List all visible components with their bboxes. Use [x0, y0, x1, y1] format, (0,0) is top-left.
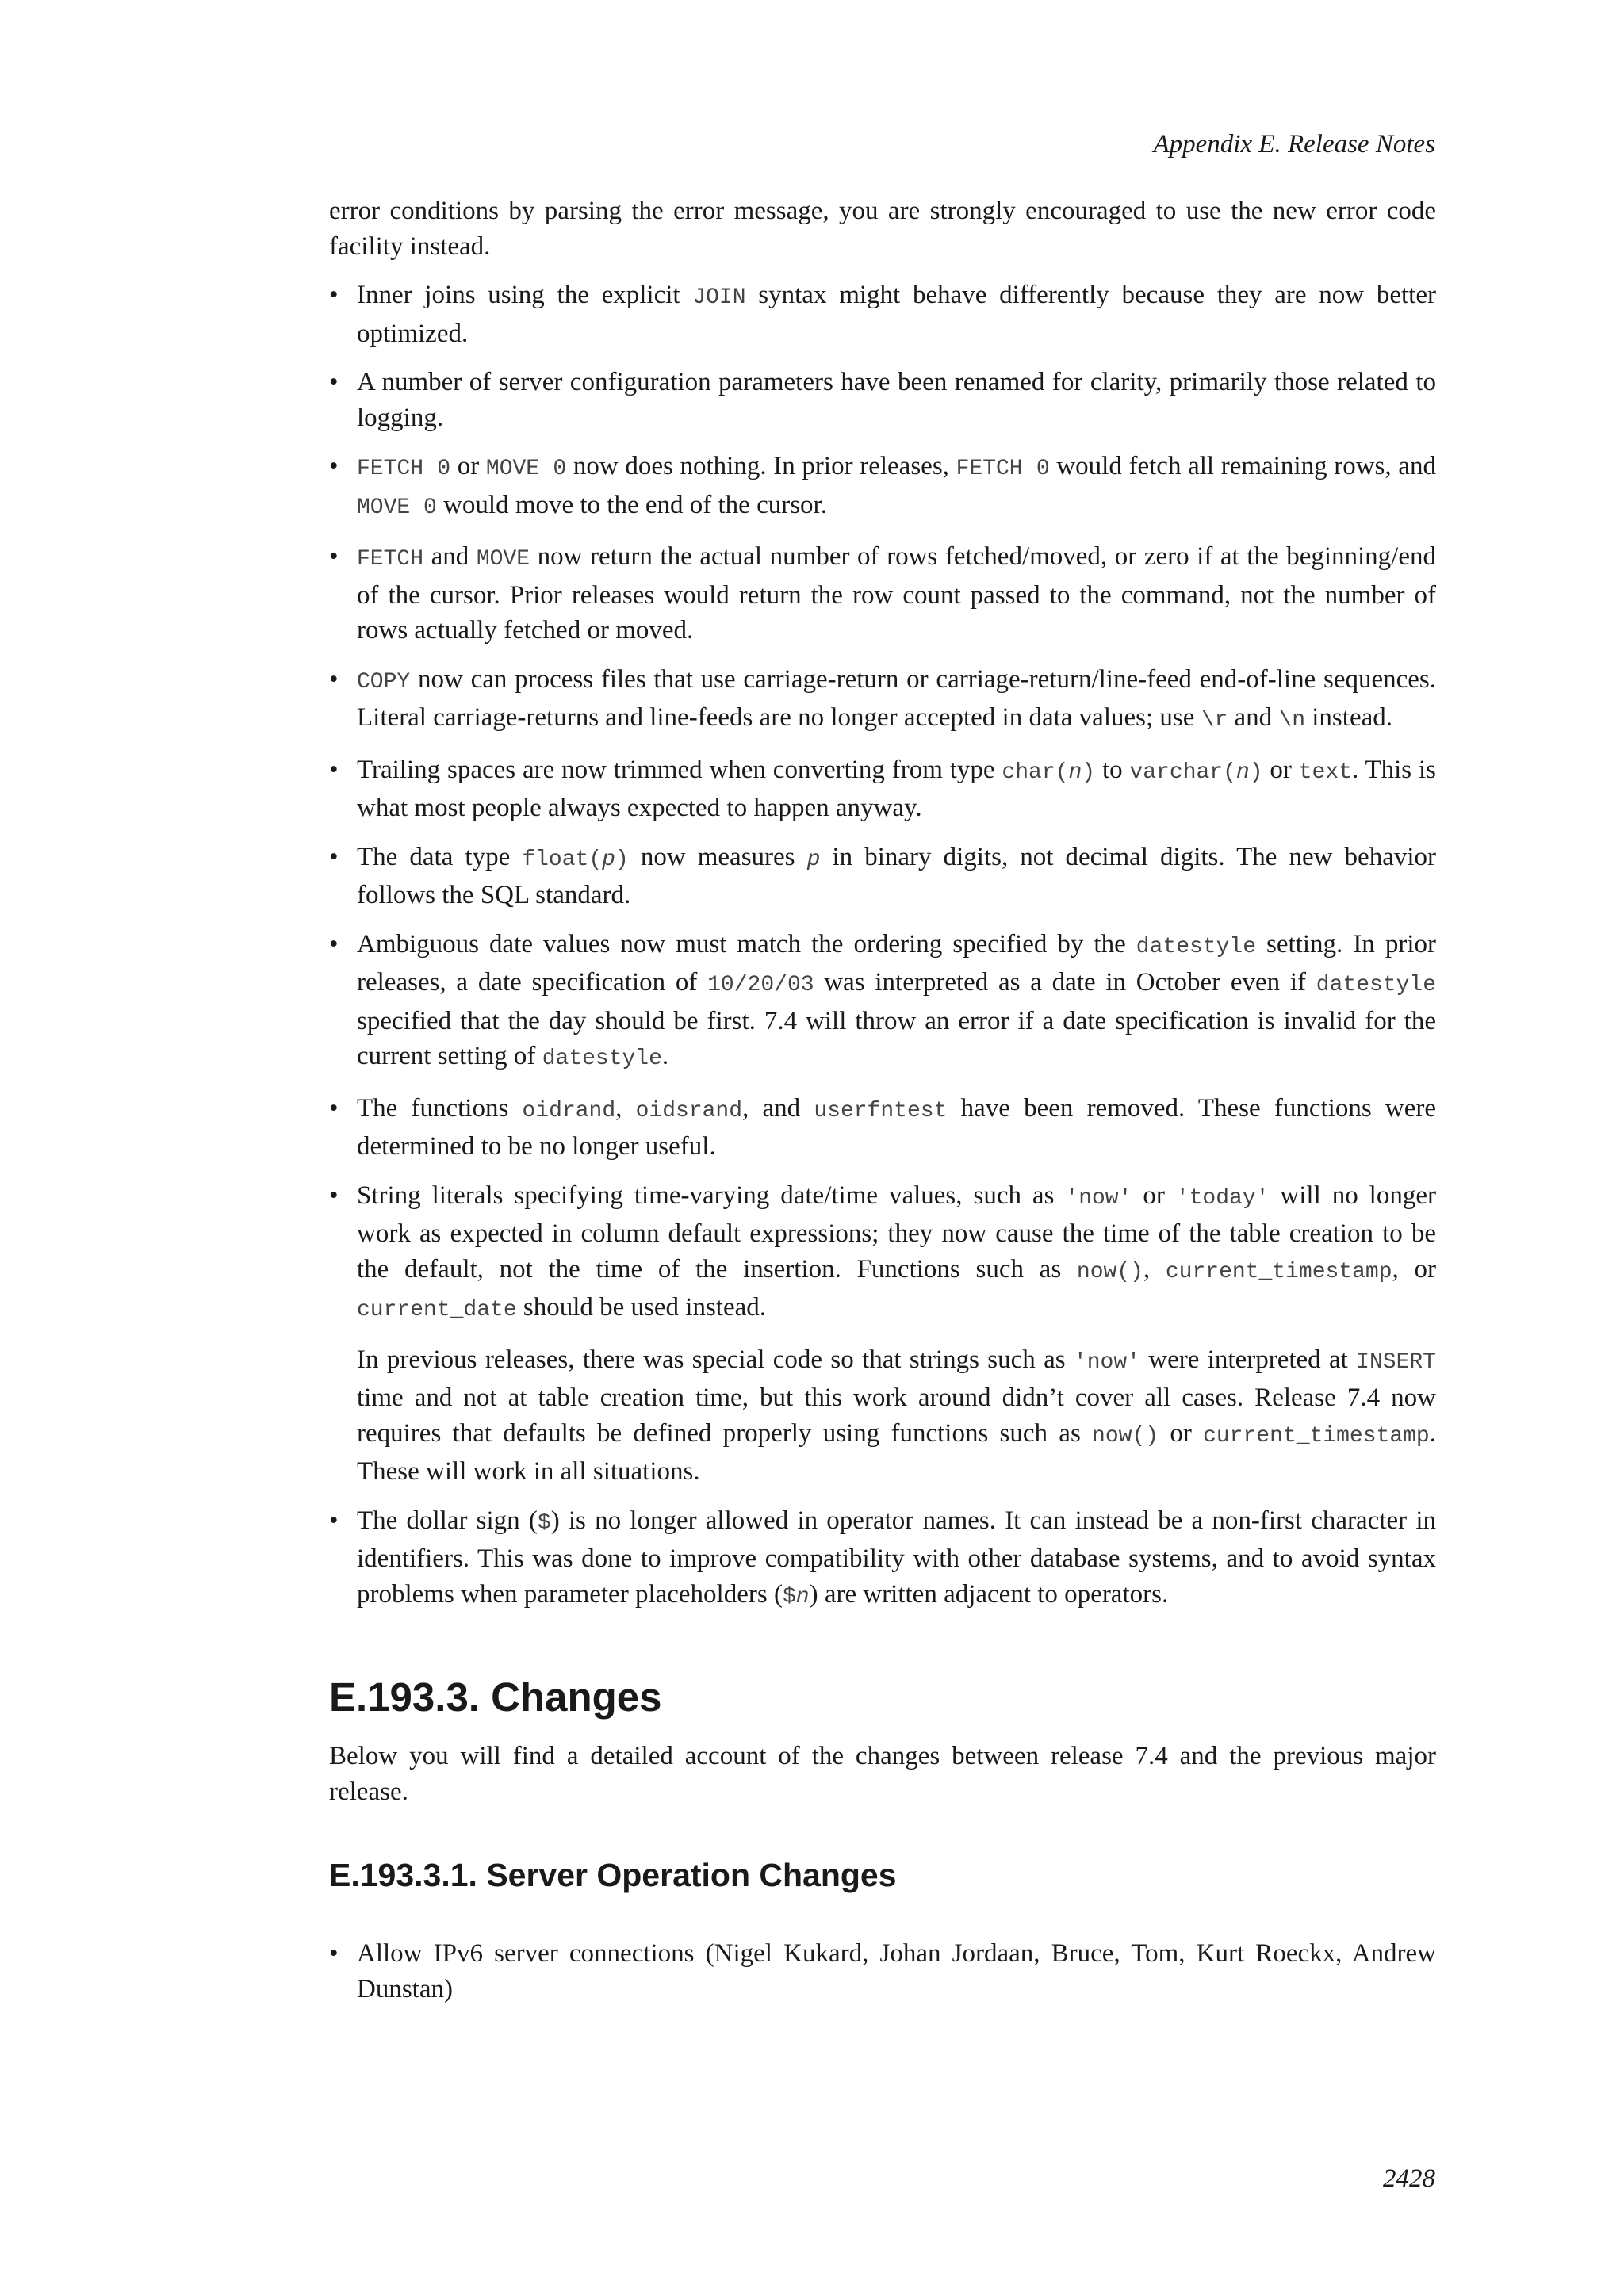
list-item-text: FETCH and MOVE now return the actual number of rows fetched/moved, or zero if at the beginning/end of the cursor. Prior releases would return the row count passed to the command, not the number of rows actually fetched or moved.: [357, 542, 1436, 645]
list-item: [329, 927, 1436, 1077]
bullet-icon: •: [329, 281, 339, 309]
bullet-icon: •: [329, 1181, 339, 1210]
list-item: [329, 539, 1436, 649]
section-paragraph: Below you will find a detailed account of the changes between release 7.4 and the previous major release.: [329, 1742, 1436, 1806]
list-item-text: String literals specifying time-varying date/time values, such as 'now' or 'today' will no longer work as expected in column default expressions; they now cause the time of the table creation to be the default, not the time of the insertion. Functions such as now(), current_timestamp, or current_date should be used instead.: [357, 1181, 1436, 1322]
list-item-text: COPY now can process files that use carriage-return or carriage-return/line-feed end-of-line sequences. Literal carriage-returns and line-feeds are no longer accepted in data values; use \r and \n instead.: [357, 664, 1436, 733]
list-item: [329, 1178, 1436, 1490]
list-item-text: A number of server configuration parameters have been renamed for clarity, primarily those related to logging.: [357, 368, 1436, 432]
list-item-text: Trailing spaces are now trimmed when converting from type char(n) to varchar(n) or text. This is what most people always expected to happen anyway.: [357, 755, 1436, 822]
list-item: [329, 752, 1436, 826]
list-item-text: The data type float(p) now measures p in binary digits, not decimal digits. The new behavior follows the SQL standard.: [357, 842, 1437, 909]
server-changes-list: [329, 1936, 1436, 2007]
bullet-icon: •: [329, 664, 339, 694]
bullet-icon: •: [329, 929, 339, 959]
list-item: [329, 662, 1436, 739]
running-header: Appendix E. Release Notes: [1153, 130, 1435, 159]
page-content: [329, 193, 1436, 2020]
list-item-text: FETCH 0 or MOVE 0 now does nothing. In prior releases, FETCH 0 would fetch all remaining rows, and MOVE 0 would move to the end of the cursor.: [357, 452, 1436, 520]
bullet-icon: •: [329, 542, 339, 571]
subsection-heading: E.193.3.1. Server Operation Changes: [329, 1857, 897, 1893]
list-item-text: In previous releases, there was special code so that strings such as 'now' were interpreted at INSERT time and not at table creation time, but this work around didn’t cover all cases. Release 7.4 now requires that defaults be defined properly using functions such as now() or current_timestamp. These will work in all situations.: [357, 1345, 1436, 1486]
list-item: [329, 1503, 1436, 1616]
list-item: [329, 1936, 1436, 2007]
bullet-icon: •: [329, 368, 339, 396]
compatibility-notes-list: [329, 277, 1436, 1615]
bullet-icon: •: [329, 452, 339, 480]
list-item: [329, 365, 1436, 435]
list-item: [329, 840, 1436, 913]
list-item: [329, 1091, 1436, 1165]
section-heading: E.193.3. Changes: [329, 1674, 662, 1720]
continued-paragraph: error conditions by parsing the error message, you are strongly encouraged to use the new error code facility instead.: [329, 197, 1436, 261]
list-item-text: The functions oidrand, oidsrand, and userfntest have been removed. These functions were determined to be no longer useful.: [357, 1093, 1437, 1161]
bullet-icon: •: [329, 1939, 339, 1968]
list-item: [329, 277, 1436, 351]
list-item-text: Allow IPv6 server connections (Nigel Kukard, Johan Jordaan, Bruce, Tom, Kurt Roeckx, Andrew Dunstan): [357, 1939, 1436, 2003]
list-item-text: Ambiguous date values now must match the ordering specified by the datestyle setting. In prior releases, a date specification of 10/20/03 was interpreted as a date in October even if datestyle specified that the day should be first. 7.4 will throw an error if a date specification is invalid for the current setting of datestyle.: [357, 929, 1437, 1071]
page-number: 2428: [1383, 2164, 1435, 2193]
bullet-icon: •: [329, 755, 339, 784]
list-item: [329, 449, 1436, 526]
bullet-icon: •: [329, 842, 339, 871]
bullet-icon: •: [329, 1506, 339, 1535]
bullet-icon: •: [329, 1093, 339, 1123]
list-item-text: The dollar sign ($) is no longer allowed in operator names. It can instead be a non-first character in identifiers. This was done to improve compatibility with other database systems, and to avoid syntax problems when parameter placeholders ($n) are written adjacent to operators.: [357, 1506, 1436, 1609]
list-item-text: Inner joins using the explicit JOIN syntax might behave differently because they are now better optimized.: [357, 281, 1436, 348]
